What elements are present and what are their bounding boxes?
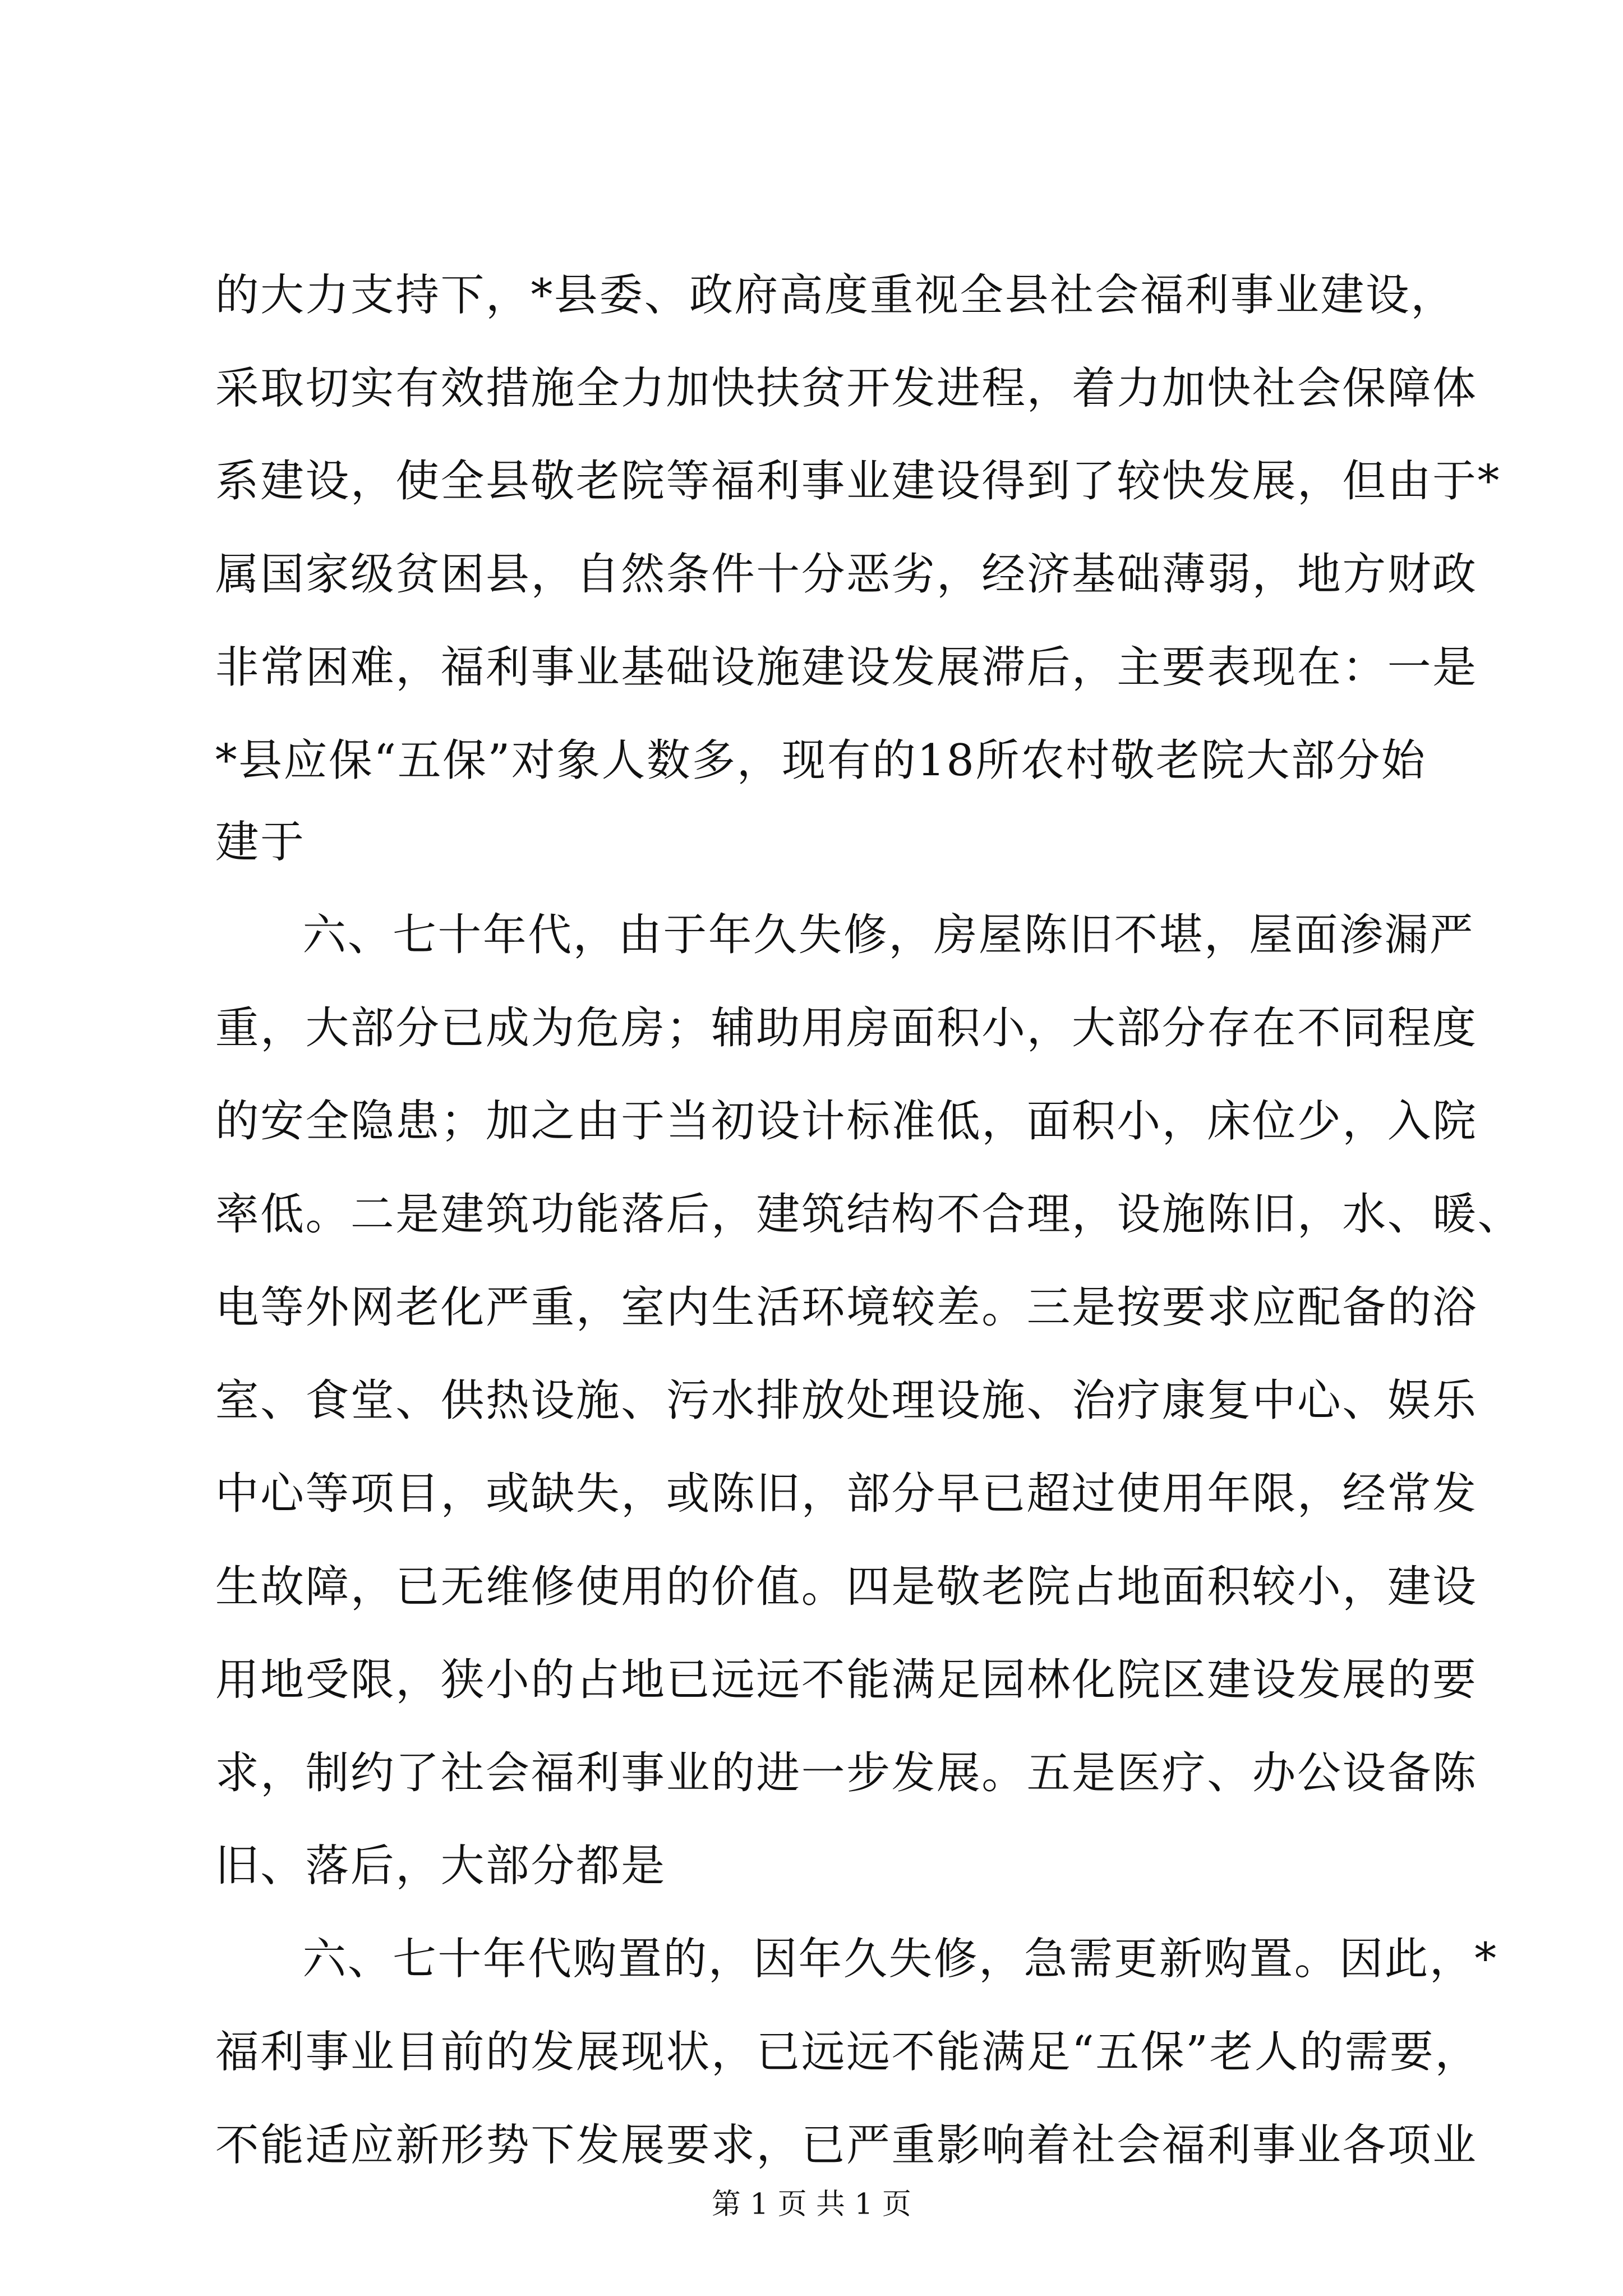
body-line: 旧、落后，大部分都是 <box>215 1841 666 1893</box>
body-line: 中心等项目，或缺失，或陈旧，部分早已超过使用年限，经常发 <box>215 1469 1478 1520</box>
body-line: 采取切实有效措施全力加快扶贫开发进程，着力加快社会保障体 <box>215 364 1478 415</box>
paragraph-first-line: 六、七十年代，由于年久失修，房屋陈旧不堪，屋面渗漏严 <box>302 910 1475 961</box>
body-line: 用地受限，狭小的占地已远远不能满足园林化院区建设发展的要 <box>215 1655 1478 1706</box>
body-line: 率低。二是建筑功能落后，建筑结构不合理，设施陈旧，水、暖、 <box>215 1190 1523 1241</box>
body-line: 生故障，已无维修使用的价值。四是敬老院占地面积较小，建设 <box>215 1562 1478 1613</box>
body-line: 非常困难，福利事业基础设施建设发展滞后，主要表现在：一是 <box>215 643 1478 694</box>
body-line: 建于 <box>215 817 306 869</box>
body-line: 电等外网老化严重，室内生活环境较差。三是按要求应配备的浴 <box>215 1283 1478 1334</box>
paragraph-first-line: 六、七十年代购置的，因年久失修，急需更新购置。因此，* <box>302 1934 1498 1986</box>
body-line: 不能适应新形势下发展要求，已严重影响着社会福利事业各项业 <box>215 2120 1478 2172</box>
page-footer: 第 1 页 共 1 页 <box>711 2186 911 2221</box>
body-line: 求，制约了社会福利事业的进一步发展。五是医疗、办公设备陈 <box>215 1748 1478 1800</box>
body-line: 重，大部分已成为危房；辅助用房面积小，大部分存在不同程度 <box>215 1004 1478 1055</box>
body-line: *县应保“五保”对象人数多，现有的18所农村敬老院大部分始 <box>215 736 1427 787</box>
body-line: 系建设，使全县敬老院等福利事业建设得到了较快发展，但由于* <box>215 457 1501 508</box>
body-line: 属国家级贫困县，自然条件十分恶劣，经济基础薄弱，地方财政 <box>215 550 1478 601</box>
body-line: 室、食堂、供热设施、污水排放处理设施、治疗康复中心、娱乐 <box>215 1375 1478 1427</box>
body-line: 的大力支持下，*县委、政府高度重视全县社会福利事业建设， <box>215 270 1456 322</box>
body-line: 的安全隐患；加之由于当初设计标准低，面积小，床位少，入院 <box>215 1097 1478 1148</box>
body-line: 福利事业目前的发展现状，已远远不能满足“五保”老人的需要， <box>215 2027 1480 2079</box>
